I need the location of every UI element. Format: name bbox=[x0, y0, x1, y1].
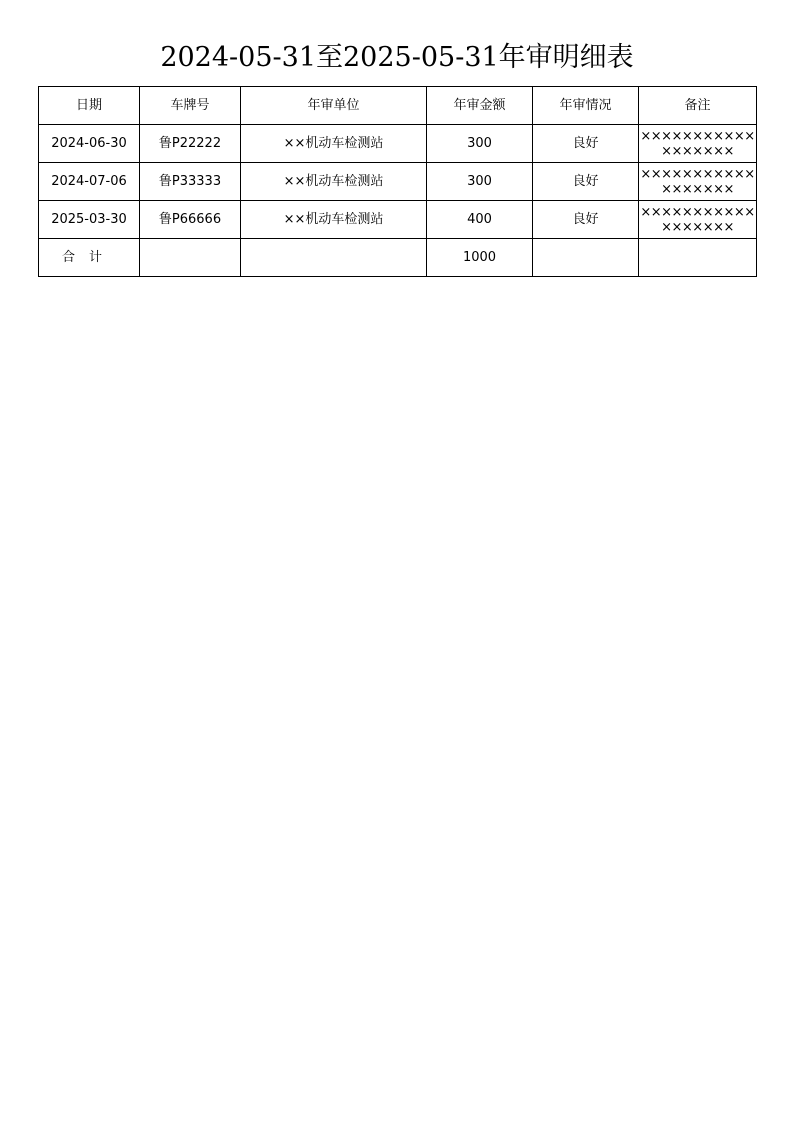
cell-note-text: ×××××××××××××××××× bbox=[640, 166, 755, 197]
total-amount: 1000 bbox=[427, 239, 533, 277]
cell-plate: 鲁P22222 bbox=[140, 125, 241, 163]
total-status-empty bbox=[533, 239, 639, 277]
cell-plate: 鲁P33333 bbox=[140, 163, 241, 201]
table-row bbox=[39, 125, 757, 163]
total-plate-empty bbox=[140, 239, 241, 277]
header-amount: 年审金额 bbox=[427, 87, 533, 125]
cell-amount: 300 bbox=[427, 163, 533, 201]
cell-date: 2024-07-06 bbox=[39, 163, 140, 201]
cell-plate: 鲁P66666 bbox=[140, 201, 241, 239]
cell-note-text: ×××××××××××××××××× bbox=[640, 204, 755, 235]
cell-unit: ××机动车检测站 bbox=[241, 125, 427, 163]
cell-amount: 300 bbox=[427, 125, 533, 163]
header-unit: 年审单位 bbox=[241, 87, 427, 125]
header-date: 日期 bbox=[39, 87, 140, 125]
header-status: 年审情况 bbox=[533, 87, 639, 125]
header-note: 备注 bbox=[639, 87, 757, 125]
cell-status: 良好 bbox=[533, 201, 639, 239]
cell-unit: ××机动车检测站 bbox=[241, 201, 427, 239]
cell-note-text: ×××××××××××××××××× bbox=[640, 128, 755, 159]
table-row bbox=[39, 201, 757, 239]
cell-note bbox=[639, 201, 757, 239]
header-plate: 车牌号 bbox=[140, 87, 241, 125]
cell-amount: 400 bbox=[427, 201, 533, 239]
total-unit-empty bbox=[241, 239, 427, 277]
table-row bbox=[39, 163, 757, 201]
cell-unit: ××机动车检测站 bbox=[241, 163, 427, 201]
cell-date: 2024-06-30 bbox=[39, 125, 140, 163]
page-title: 2024-05-31至2025-05-31年审明细表 bbox=[160, 42, 634, 73]
cell-status: 良好 bbox=[533, 163, 639, 201]
table-total-row bbox=[39, 239, 757, 277]
audit-detail-table bbox=[38, 86, 757, 277]
cell-note bbox=[639, 163, 757, 201]
table-header-row bbox=[39, 87, 757, 125]
total-label: 合计 bbox=[39, 239, 140, 277]
cell-date: 2025-03-30 bbox=[39, 201, 140, 239]
cell-status: 良好 bbox=[533, 125, 639, 163]
total-note-empty bbox=[639, 239, 757, 277]
cell-note bbox=[639, 125, 757, 163]
